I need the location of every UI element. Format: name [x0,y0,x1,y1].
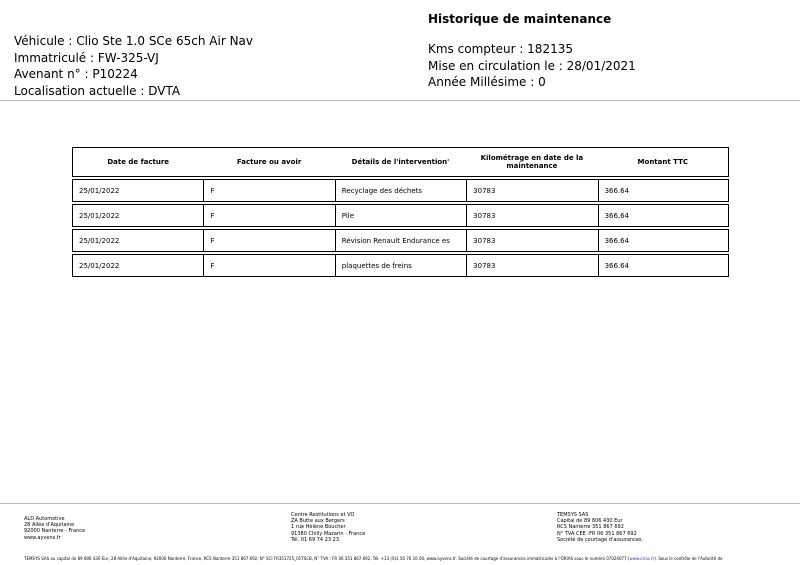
footer-divider [0,503,800,504]
footer-company-address [24,516,85,541]
cell-type: F [203,229,334,252]
footer-line: N° TVA CEE :FR 06 351 867 692 [557,530,637,537]
header-divider [0,100,800,101]
column-header-type: Facture ou avoir [203,147,334,177]
footer-line: Capital de 89 806 430 Eur [557,518,623,525]
footer-link-website[interactable]: www.ayvens.fr [24,534,61,541]
cell-mileage: 30783 [466,254,597,277]
cell-amount: 366.64 [598,179,729,202]
footer-line: Tél. 01 69 74 23 23 [291,536,340,543]
vehicle-plate: Immatriculé : FW-325-VJ [14,50,159,65]
footer-line: Centre Restitutions et VO [291,512,355,518]
footer-line: 28 Allée d'Aquitaine [24,522,75,529]
table-row [72,179,729,202]
table-row [72,229,729,252]
counter-info [428,41,636,91]
cell-details: Recyclage des déchets [335,179,466,202]
cell-details: plaquettes de freins [335,254,466,277]
cell-type: F [203,179,334,202]
cell-date: 25/01/2022 [72,179,203,202]
vehicle-location: Localisation actuelle : DVTA [14,83,181,98]
footer-line: TEMSYS SAS [557,512,589,518]
footer-line: 1 rue Hélène Boucher [291,524,346,531]
cell-mileage: 30783 [466,229,597,252]
cell-mileage: 30783 [466,179,597,202]
footer-restitution-center [291,512,365,543]
cell-date: 25/01/2022 [72,254,203,277]
vehicle-info [14,33,253,99]
cell-date: 25/01/2022 [72,204,203,227]
cell-date: 25/01/2022 [72,229,203,252]
footer-legal-entity [557,512,643,543]
vehicle-amendment: Avenant n° : P10224 [14,67,138,81]
column-header-amount: Montant TTC [598,147,729,177]
column-header-date: Date de facture [72,147,203,177]
cell-amount: 366.64 [598,204,729,227]
footer-line: RCS Nanterre 351 867 692 [557,524,624,531]
column-header-mileage: Kilométrage en date de la maintenance [466,147,597,177]
cell-details: Pile [335,204,466,227]
table-row [72,204,729,227]
cell-amount: 366.64 [598,229,729,252]
table-row [72,254,729,277]
cell-mileage: 30783 [466,204,597,227]
legal-notice [24,556,794,561]
cell-details: Révision Renault Endurance es [335,229,466,252]
footer-line: ZA Butte aux Bergers [291,518,345,525]
cell-amount: 366.64 [598,254,729,277]
cell-type: F [203,204,334,227]
column-header-details: Détails de l'intervention' [335,147,466,177]
vehicle-model: Véhicule : Clio Ste 1.0 SCe 65ch Air Nav [14,34,254,48]
maintenance-table-container [72,147,729,277]
footer-line: 91380 Chilly Mazarin - France [291,530,366,537]
legal-text-tail: ). Sous le contrôle de l'Autorité de [654,556,723,561]
odometer-reading: Kms compteur : 182135 [428,42,573,56]
footer-line: Société de courtage d'assurances. [557,536,644,543]
table-header-row [72,147,729,177]
cell-type: F [203,254,334,277]
footer-line: ALD Automotive [24,516,65,522]
orias-link[interactable]: www.orias.fr [629,556,655,561]
registration-date: Mise en circulation le : 28/01/2021 [428,58,636,73]
legal-text: TEMSYS SAS au capital de 89 806 430 Eur, 28 Allée d'Aquitaine, 92000 Nanterre, France, RCS Nanterre 351 867 692, N° SCI FR351725_01TSCB, N° TVA : FR 06 351 867 692, Tél. +33 (0)1 56 76 16 00, www.ayvens.fr. Société de courtage d'assurances immatriculée à l'ORIAS sous le numéro 07024077 ( [24,556,630,561]
report-title: Historique de maintenance [428,12,612,26]
model-year: Année Millésime : 0 [428,75,546,89]
footer-line: 92000 Nanterre - France [24,528,86,535]
maintenance-table [72,147,729,277]
